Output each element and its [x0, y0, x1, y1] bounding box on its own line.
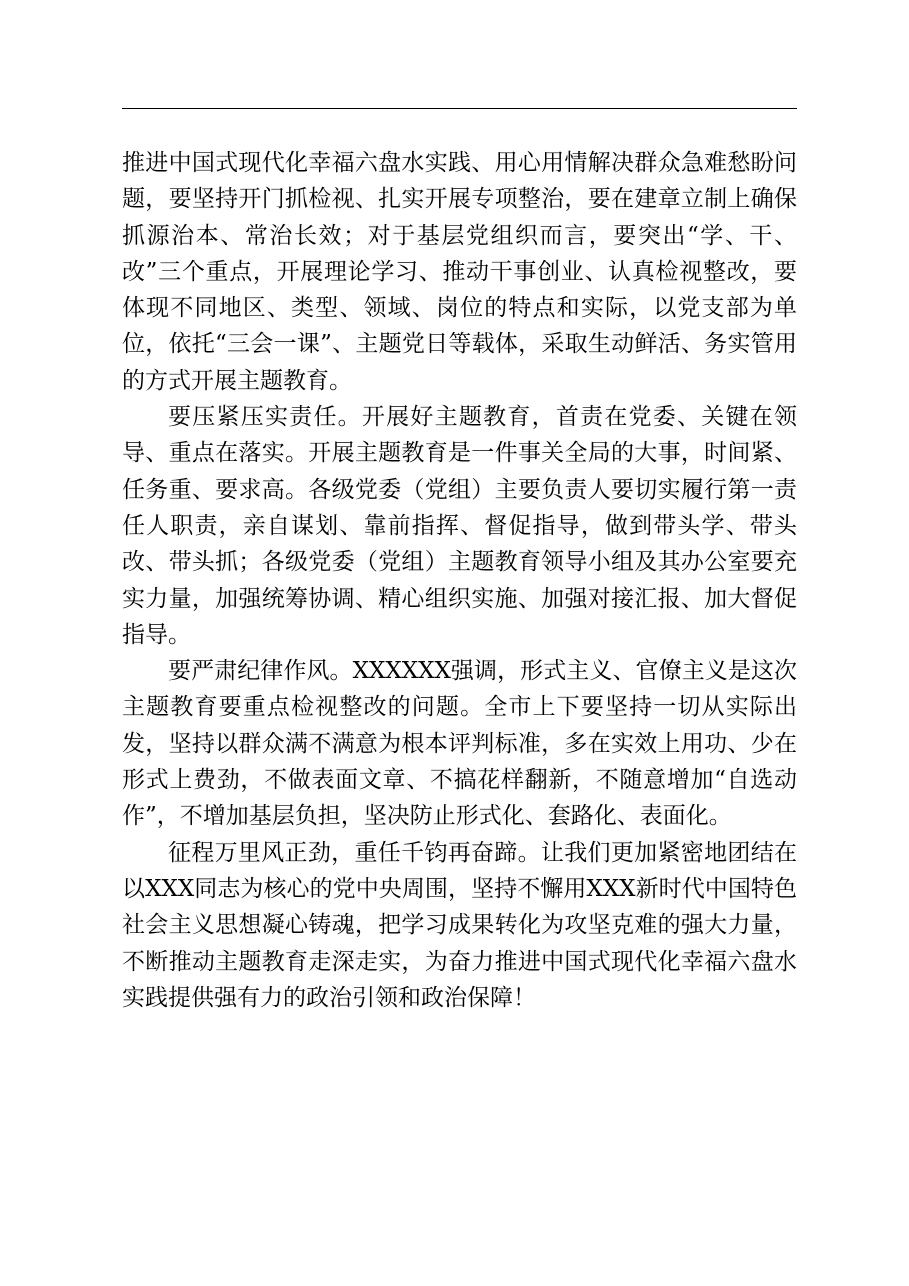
- header-rule: [122, 108, 797, 109]
- paragraph-responsibility: 要压紧压实责任。开展好主题教育，首责在党委、关键在领导、重点在落实。开展主题教育是一件事关全局的大事，时间紧、任务重、要求高。各级党委（党组）主要负责人要切实履行第一责任人职责，亲自谋划、靠前指挥、督促指导，做到带头学、带头改、带头抓；各级党委（党组）主题教育领导小组及其办公室要充实力量，加强统筹协调、精心组织实施、加强对接汇报、加大督促指导。: [122, 404, 797, 648]
- paragraph-discipline: 要严肃纪律作风。XXXXXX强调，形式主义、官僚主义是这次主题教育要重点检视整改的问题。全市上下要坚持一切从实际出发，坚持以群众满不满意为根本评判标准，多在实效上用功、少在形式上费劲，不做表面文章、不搞花样翻新，不随意增加“自选动作”，不增加基层负担，坚决防止形式化、套路化、表面化。: [122, 658, 797, 830]
- paragraph-closing: 征程万里风正劲，重任千钧再奋蹄。让我们更加紧密地团结在以XXX同志为核心的党中央周围，坚持不懈用XXX新时代中国特色社会主义思想凝心铸魂，把学习成果转化为攻坚克难的强大力量，不断推动主题教育走深走实，为奋力推进中国式现代化幸福六盘水实践提供强有力的政治引领和政治保障！: [122, 839, 797, 1011]
- paragraph-continued: 推进中国式现代化幸福六盘水实践、用心用情解决群众急难愁盼问题，要坚持开门抓检视、扎实开展专项整治，要在建章立制上确保抓源治本、常治长效；对于基层党组织而言，要突出“学、干、改”三个重点，开展理论学习、推动干事创业、认真检视整改，要体现不同地区、类型、领域、岗位的特点和实际，以党支部为单位，依托“三会一课”、主题党日等载体，采取生动鲜活、务实管用的方式开展主题教育。: [122, 150, 797, 394]
- document-body: [122, 145, 797, 1016]
